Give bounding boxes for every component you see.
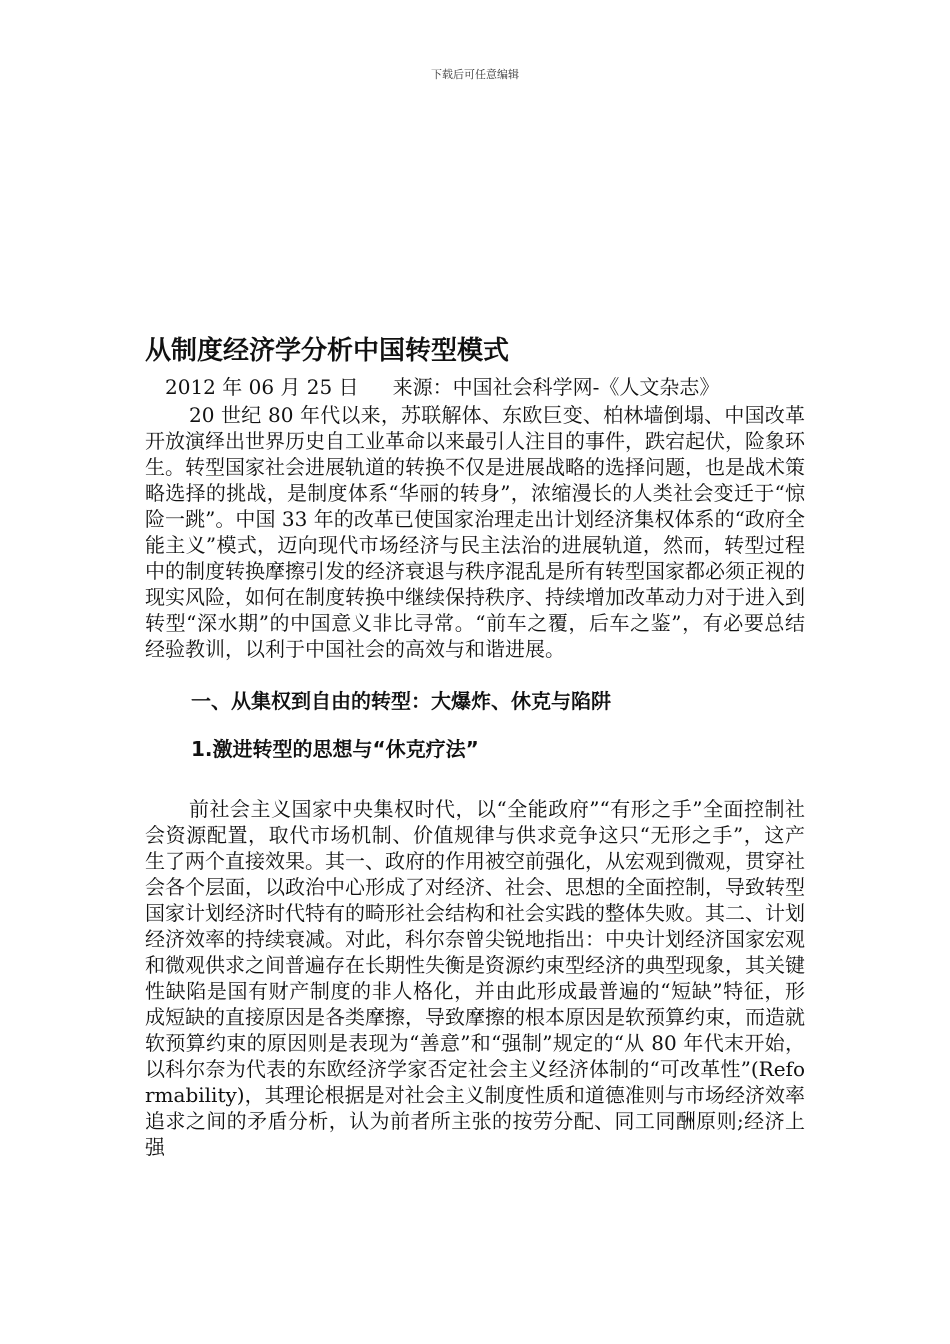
body-paragraph: 前社会主义国家中央集权时代，以“全能政府”“有形之手”全面控制社会资源配置，取代市场机制、价值规律与供求竞争这只“无形之手”，这产生了两个直接效果。其一、政府的作用被空前强化，从宏观到微观，贯穿社会各个层面，以政治中心形成了对经济、社会、思想的全面控制，导致转型国家计划经济时代特有的畸形社会结构和社会实践的整体失败。其二、计划经济效率的持续衰减。对此，科尔奈曾尖锐地指出：中央计划经济国家宏观和微观供求之间普遍存在长期性失衡是资源约束型经济的典型现象，其关键性缺陷是国有财产制度的非人格化，并由此形成最普遍的“短缺”特征，形成短缺的直接原因是各类摩擦，导致摩擦的根本原因是软预算约束，而造就软预算约束的原因则是表现为“善意”和“强制”规定的“从 80 年代末开始，以科尔奈为代表的东欧经济学家否定社会主义经济体制的“可改革性”(Reformability)，其理论根据是对社会主义制度性质和道德准则与市场经济效率追求之间的矛盾分析，认为前者所主张的按劳分配、同工同酬原则;经济上强 (145, 797, 805, 1159)
subsection-heading: 1.激进转型的思想与“休克疗法” (191, 737, 479, 761)
article-source: 来源：中国社会科学网-《人文杂志》 (392, 375, 720, 399)
article (145, 330, 805, 1160)
header-note: 下载后可任意编辑 (431, 68, 519, 81)
intro-paragraph: 20 世纪 80 年代以来，苏联解体、东欧巨变、柏林墙倒塌、中国改革开放演绎出世界历史自工业革命以来最引人注目的事件，跌宕起伏，险象环生。转型国家社会进展轨道的转换不仅是进展战略的选择问题，也是战术策略选择的挑战，是制度体系“华丽的转身”，浓缩漫长的人类社会变迁于“惊险一跳”。中国 33 年的改革已使国家治理走出计划经济集权体系的“政府全能主义”模式，迈向现代市场经济与民主法治的进展轨道，然而，转型过程中的制度转换摩擦引发的经济衰退与秩序混乱是所有转型国家都必须正视的现实风险，如何在制度转换中继续保持秩序、持续增加改革动力对于进入到转型“深水期”的中国意义非比寻常。“前车之覆，后车之鉴”，有必要总结经验教训，以利于中国社会的高效与和谐进展。 (145, 403, 805, 661)
section-heading: 一、从集权到自由的转型：大爆炸、休克与陷阱 (191, 689, 611, 713)
publish-date: 2012 年 06 月 25 日 (165, 375, 359, 399)
article-meta (145, 372, 805, 402)
article-title: 从制度经济学分析中国转型模式 (145, 336, 510, 366)
